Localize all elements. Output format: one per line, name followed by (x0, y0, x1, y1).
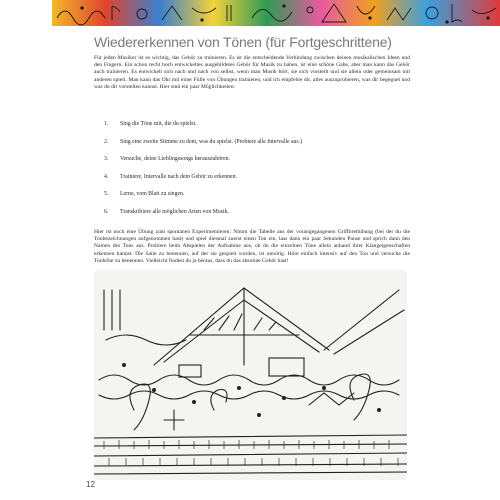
exercise-paragraph: Hier ist noch eine Übung zum spontanen Experimentieren: Nimm die Tabelle aus der vorangegangenen Griffbrettübung (bei der du die Tonbezeichnungen aufgenommen hast) und spiel diesmal zuerst einen Ton ein, lass dann ein paar Sekunden Pause und sprich dann den Namen des Tons aus. Probiere beim Abspielen der Aufnahme aus, ob du die einzelnen Töne allein anhand ihrer Klangeigenschaften erkennen kannst. Die Saite zu benennen, auf der sie gespielt wurden, ist unnötig. Höre einfach intensiv auf den Ton und versuche die Tonhöhe zu benennen. Vielleicht findest du ja heraus, dass du das absolute Gehör hast! (94, 229, 410, 264)
list-number: 4. (104, 173, 109, 180)
list-number: 1. (104, 121, 109, 127)
list-text: Transkribiere alle möglichen Arten von Musik. (120, 208, 229, 215)
list-item (94, 139, 410, 157)
list-item (94, 121, 410, 139)
page-number: 12 (86, 480, 95, 489)
banner-scribble-icon (52, 0, 500, 26)
sketch-illustration (94, 270, 407, 480)
list-item (94, 174, 410, 192)
list-number: 6. (104, 208, 109, 215)
ink-sketch-icon (94, 270, 407, 480)
page-title: Wiedererkennen von Tönen (für Fortgeschrittene) (94, 34, 392, 50)
list-text: Sing eine zweite Stimme zu dem, was du spielst. (Probiere alle Intervalle aus.) (120, 138, 303, 145)
list-item (94, 156, 410, 174)
list-text: Versuche, deine Lieblingssongs herauszuhören. (120, 156, 230, 162)
list-text: Lerne, vom Blatt zu singen. (120, 191, 185, 197)
intro-paragraph: Für jeden Musiker ist es wichtig, das Gehör zu trainieren. Es ist die entscheidende Verbindung zwischen deinen musikalischen Ideen und den Fingern. Ein schon recht hoch entwickeltes ausgebildetes Gehör für Musik zu haben, ist eine schöne Gabe, aber man kann das Gehör auch trainieren. Es entwickelt sich nach und nach von selbst, wenn man Musik hört, sie sich vorstellt und sie allein oder gemeinsam mit anderen spielt. Man kann das Ohr mit einer Fülle von Übungen trainieren, und ich empfehle dir, alles auszuprobieren, was dir begegnet und was du dir vorstellen kannst. Hier sind ein paar Möglichkeiten: (94, 55, 410, 90)
list-item (94, 209, 410, 227)
list-number: 5. (104, 191, 109, 197)
list-item (94, 191, 410, 209)
list-number: 2. (104, 138, 109, 145)
list-text: Trainiere, Intervalle nach dem Gehör zu erkennen. (120, 173, 237, 180)
banner-illustration (52, 0, 500, 26)
list-text: Sing die Töne mit, die du spielst. (120, 121, 197, 127)
list-number: 3. (104, 156, 109, 162)
exercise-list (94, 121, 410, 226)
